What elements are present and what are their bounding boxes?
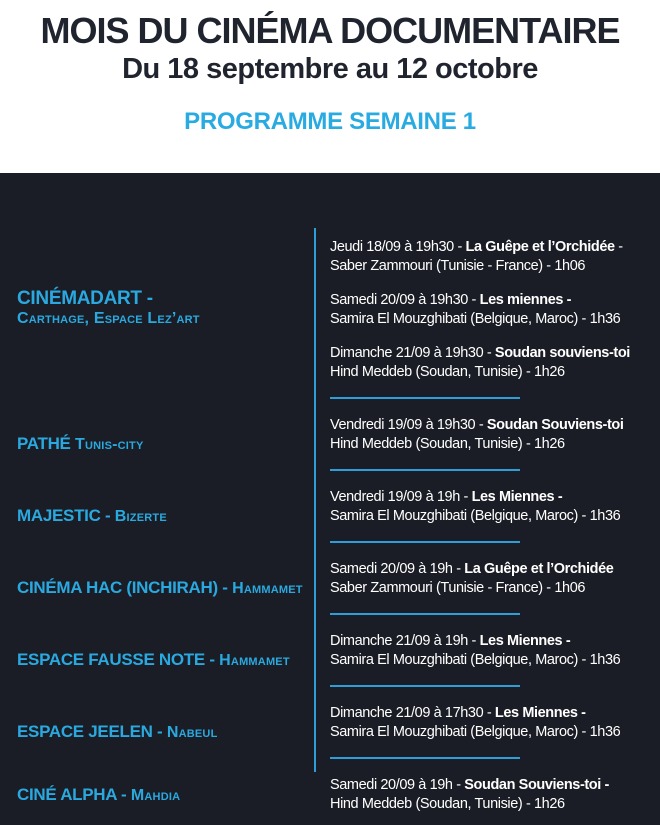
screening-date: Vendredi 19/09 à 19h30 - xyxy=(330,417,487,433)
venue-name: MAJESTIC - xyxy=(17,505,111,525)
column-divider-line xyxy=(314,228,316,772)
screening-line1 xyxy=(330,632,660,651)
poster-header xyxy=(0,0,660,136)
venue-line xyxy=(17,722,306,742)
screening-line1 xyxy=(330,776,660,795)
film-title: La Guêpe et l’Orchidée xyxy=(464,561,614,577)
film-title: Les Miennes - xyxy=(479,633,571,649)
venue-line xyxy=(17,506,306,526)
screenings-majestic xyxy=(314,488,660,543)
venue-name: PATHÉ xyxy=(17,433,71,453)
screening-entry xyxy=(330,776,660,814)
screening-entry xyxy=(330,416,660,454)
screening-credits: Saber Zammouri (Tunisie - France) - 1h06 xyxy=(330,258,586,274)
screening-credits: Samira El Mouzghibati (Belgique, Maroc) - 1h36 xyxy=(330,508,621,524)
program-row-espace-jeelen xyxy=(0,704,660,759)
screening-date: Vendredi 19/09 à 19h - xyxy=(330,489,472,505)
screening-divider xyxy=(330,397,520,399)
venue-location: Tunis-city xyxy=(75,435,144,453)
screening-line1 xyxy=(330,416,660,435)
venue-name: CINÉ ALPHA - xyxy=(17,785,127,804)
screening-credits: Samira El Mouzghibati (Belgique, Maroc) - 1h36 xyxy=(330,652,621,668)
venue-name: CINÉMA HAC (INCHIRAH) - xyxy=(17,577,228,597)
program-row-espace-fausse-note xyxy=(0,632,660,687)
screenings-espace-fausse-note xyxy=(314,632,660,687)
screening-credits: Hind Meddeb (Soudan, Tunisie) - 1h26 xyxy=(330,436,565,452)
screening-divider xyxy=(330,757,520,759)
screening-tail: - xyxy=(614,239,623,255)
film-title: Soudan souviens-toi xyxy=(494,345,630,361)
venue-espace-fausse-note xyxy=(0,632,314,687)
venue-cine-alpha xyxy=(0,776,314,814)
venue-location: Hammamet xyxy=(232,579,303,597)
screening-line1 xyxy=(330,238,660,257)
film-title: Les Miennes - xyxy=(494,705,586,721)
venue-espace-jeelen xyxy=(0,704,314,759)
screening-line1 xyxy=(330,560,660,579)
film-title: Soudan Souviens-toi - xyxy=(464,777,609,793)
date-range-subtitle: Du 18 septembre au 12 octobre xyxy=(122,53,538,86)
screening-credits: Saber Zammouri (Tunisie - France) - 1h06 xyxy=(330,580,586,596)
screening-credits: Hind Meddeb (Soudan, Tunisie) - 1h26 xyxy=(330,796,565,812)
screenings-cine-alpha xyxy=(314,776,660,814)
screening-divider xyxy=(330,685,520,687)
venue-line xyxy=(17,650,306,670)
venue-location: Nabeul xyxy=(166,723,218,741)
screening-entry xyxy=(330,632,660,670)
screening-date: Samedi 20/09 à 19h30 - xyxy=(330,292,480,308)
venue-pathe xyxy=(0,416,314,471)
screening-credits: Samira El Mouzghibati (Belgique, Maroc) - 1h36 xyxy=(330,311,621,327)
venue-name: CINÉMADART - xyxy=(17,287,153,309)
screening-credits: Samira El Mouzghibati (Belgique, Maroc) - 1h36 xyxy=(330,724,621,740)
venue-line xyxy=(17,785,306,805)
screening-entry xyxy=(330,704,660,742)
screening-date: Dimanche 21/09 à 19h30 - xyxy=(330,345,495,361)
program-row-majestic xyxy=(0,488,660,543)
screening-entry xyxy=(330,488,660,526)
screenings-pathe xyxy=(314,416,660,471)
screenings-espace-jeelen xyxy=(314,704,660,759)
screening-date: Samedi 20/09 à 19h - xyxy=(330,777,465,793)
screening-line1 xyxy=(330,344,660,363)
venue-location: Bizerte xyxy=(114,507,167,525)
venue-line xyxy=(17,434,306,454)
venue-cinemadart xyxy=(0,216,314,399)
venue-location: Carthage, Espace Lez’art xyxy=(17,309,200,327)
week-label: PROGRAMME SEMAINE 1 xyxy=(184,108,476,136)
film-title: Les Miennes - xyxy=(471,489,563,505)
page-title: MOIS DU CINÉMA DOCUMENTAIRE xyxy=(40,10,620,51)
screening-line1 xyxy=(330,291,660,310)
screening-date: Jeudi 18/09 à 19h30 - xyxy=(330,239,466,255)
screening-date: Dimanche 21/09 à 17h30 - xyxy=(330,705,495,721)
film-title: Les miennes - xyxy=(479,292,572,308)
screening-entry xyxy=(330,344,660,382)
program-row-cinema-hac xyxy=(0,560,660,615)
screenings-cinemadart xyxy=(314,238,660,399)
screening-entry xyxy=(330,238,660,276)
screening-date: Dimanche 21/09 à 19h - xyxy=(330,633,480,649)
screening-entry xyxy=(330,560,660,598)
venue-location: Mahdia xyxy=(130,787,181,804)
screening-entry xyxy=(330,291,660,329)
screenings-cinema-hac xyxy=(314,560,660,615)
screening-divider xyxy=(330,613,520,615)
screening-line1 xyxy=(330,488,660,507)
program-row-cine-alpha xyxy=(0,776,660,814)
venue-cinema-hac xyxy=(0,560,314,615)
film-title: La Guêpe et l’Orchidée xyxy=(465,239,615,255)
screening-credits: Hind Meddeb (Soudan, Tunisie) - 1h26 xyxy=(330,364,565,380)
venue-name: ESPACE JEELEN - xyxy=(17,721,163,741)
program-row-cinemadart xyxy=(0,238,660,399)
film-title: Soudan Souviens-toi xyxy=(486,417,624,433)
screening-date: Samedi 20/09 à 19h - xyxy=(330,561,465,577)
program-panel xyxy=(0,173,660,825)
venue-name: ESPACE FAUSSE NOTE - xyxy=(17,649,215,669)
venue-line xyxy=(17,578,306,598)
screening-divider xyxy=(330,469,520,471)
screening-divider xyxy=(330,541,520,543)
screening-line1 xyxy=(330,704,660,723)
venue-location: Hammamet xyxy=(219,651,290,669)
program-row-pathe xyxy=(0,416,660,471)
venue-majestic xyxy=(0,488,314,543)
